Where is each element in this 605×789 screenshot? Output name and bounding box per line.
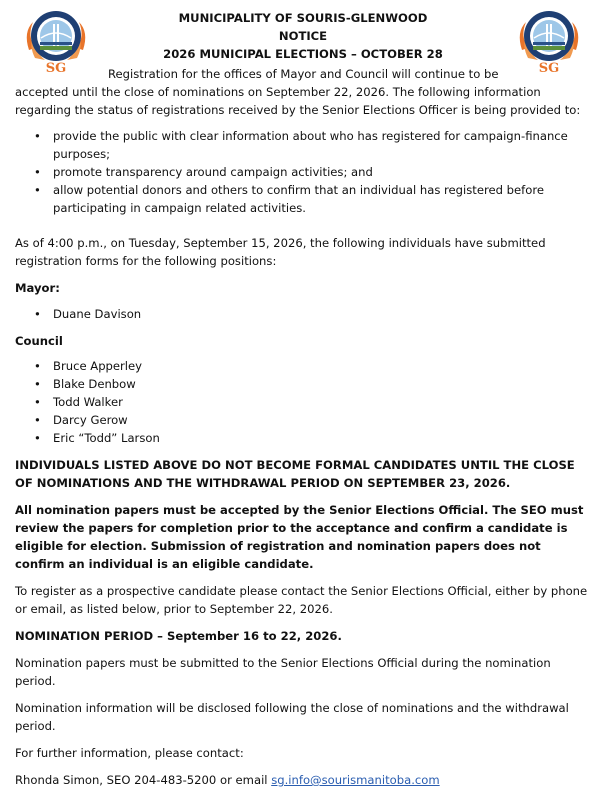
list-item: • allow potential donors and others to confirm that an individual has registered before participating in campaign related activities. <box>15 181 591 217</box>
list-item: • promote transparency around campaign activities; and <box>15 163 591 181</box>
list-item: • provide the public with clear information about who has registered for campaign-finance purposes; <box>15 127 591 163</box>
council-list <box>15 357 591 447</box>
list-item: • Blake Denbow <box>15 375 591 393</box>
mayor-heading: Mayor: <box>15 281 60 295</box>
contact-line <box>15 771 591 789</box>
municipality-title: MUNICIPALITY OF SOURIS-GLENWOOD <box>178 11 428 25</box>
mayor-list <box>15 305 591 323</box>
list-item: • Todd Walker <box>15 393 591 411</box>
election-title: 2026 MUNICIPAL ELECTIONS – OCTOBER 28 <box>163 47 443 61</box>
logo-monogram: SG <box>45 61 67 76</box>
list-item: • Duane Davison <box>15 305 591 323</box>
intro-rest: accepted until the close of nominations on September 22, 2026. The following information regarding the status of registrations received by the Senior Elections Officer is being provided to: <box>15 85 581 117</box>
notice-document <box>15 8 591 789</box>
intro-paragraph <box>15 65 591 119</box>
notice-label: NOTICE <box>278 29 328 43</box>
purpose-list <box>15 127 591 217</box>
list-item: • Eric “Todd” Larson <box>15 429 591 447</box>
contact-text: Rhonda Simon, SEO 204-483-5200 or email <box>15 773 272 787</box>
list-item: • Bruce Apperley <box>15 357 591 375</box>
register-info: To register as a prospective candidate please contact the Senior Elections Official, either by phone or email, as listed below, prior to September 22, 2026. <box>15 584 588 616</box>
disclosure-info: Nomination information will be disclosed following the close of nominations and the withdrawal period. <box>15 701 569 733</box>
intro-first-line: Registration for the offices of Mayor and Council will continue to be <box>108 67 499 81</box>
contact-email-link[interactable]: sg.info@sourismanitoba.com <box>271 773 440 787</box>
further-info: For further information, please contact: <box>15 746 244 760</box>
council-heading: Council <box>15 334 63 348</box>
submission-info: Nomination papers must be submitted to the Senior Elections Official during the nomination period. <box>15 656 551 688</box>
notice-header <box>15 9 591 63</box>
candidacy-warning: INDIVIDUALS LISTED ABOVE DO NOT BECOME FORMAL CANDIDATES UNTIL THE CLOSE OF NOMINATIONS AND THE WITHDRAWAL PERIOD ON SEPTEMBER 23, 2026. <box>15 458 575 490</box>
list-item: • Darcy Gerow <box>15 411 591 429</box>
nomination-period: NOMINATION PERIOD – September 16 to 22, 2026. <box>15 629 342 643</box>
nomination-acceptance-notice: All nomination papers must be accepted by the Senior Elections Official. The SEO must review the papers for completion prior to the acceptance and confirm a candidate is eligible for election. Submission of registration and nomination papers does not confirm an individual is an eligible candidate. <box>15 503 584 571</box>
logo-monogram: SG <box>538 61 560 76</box>
as-of-paragraph: As of 4:00 p.m., on Tuesday, September 15, 2026, the following individuals have submitted registration forms for the following positions: <box>15 236 546 268</box>
